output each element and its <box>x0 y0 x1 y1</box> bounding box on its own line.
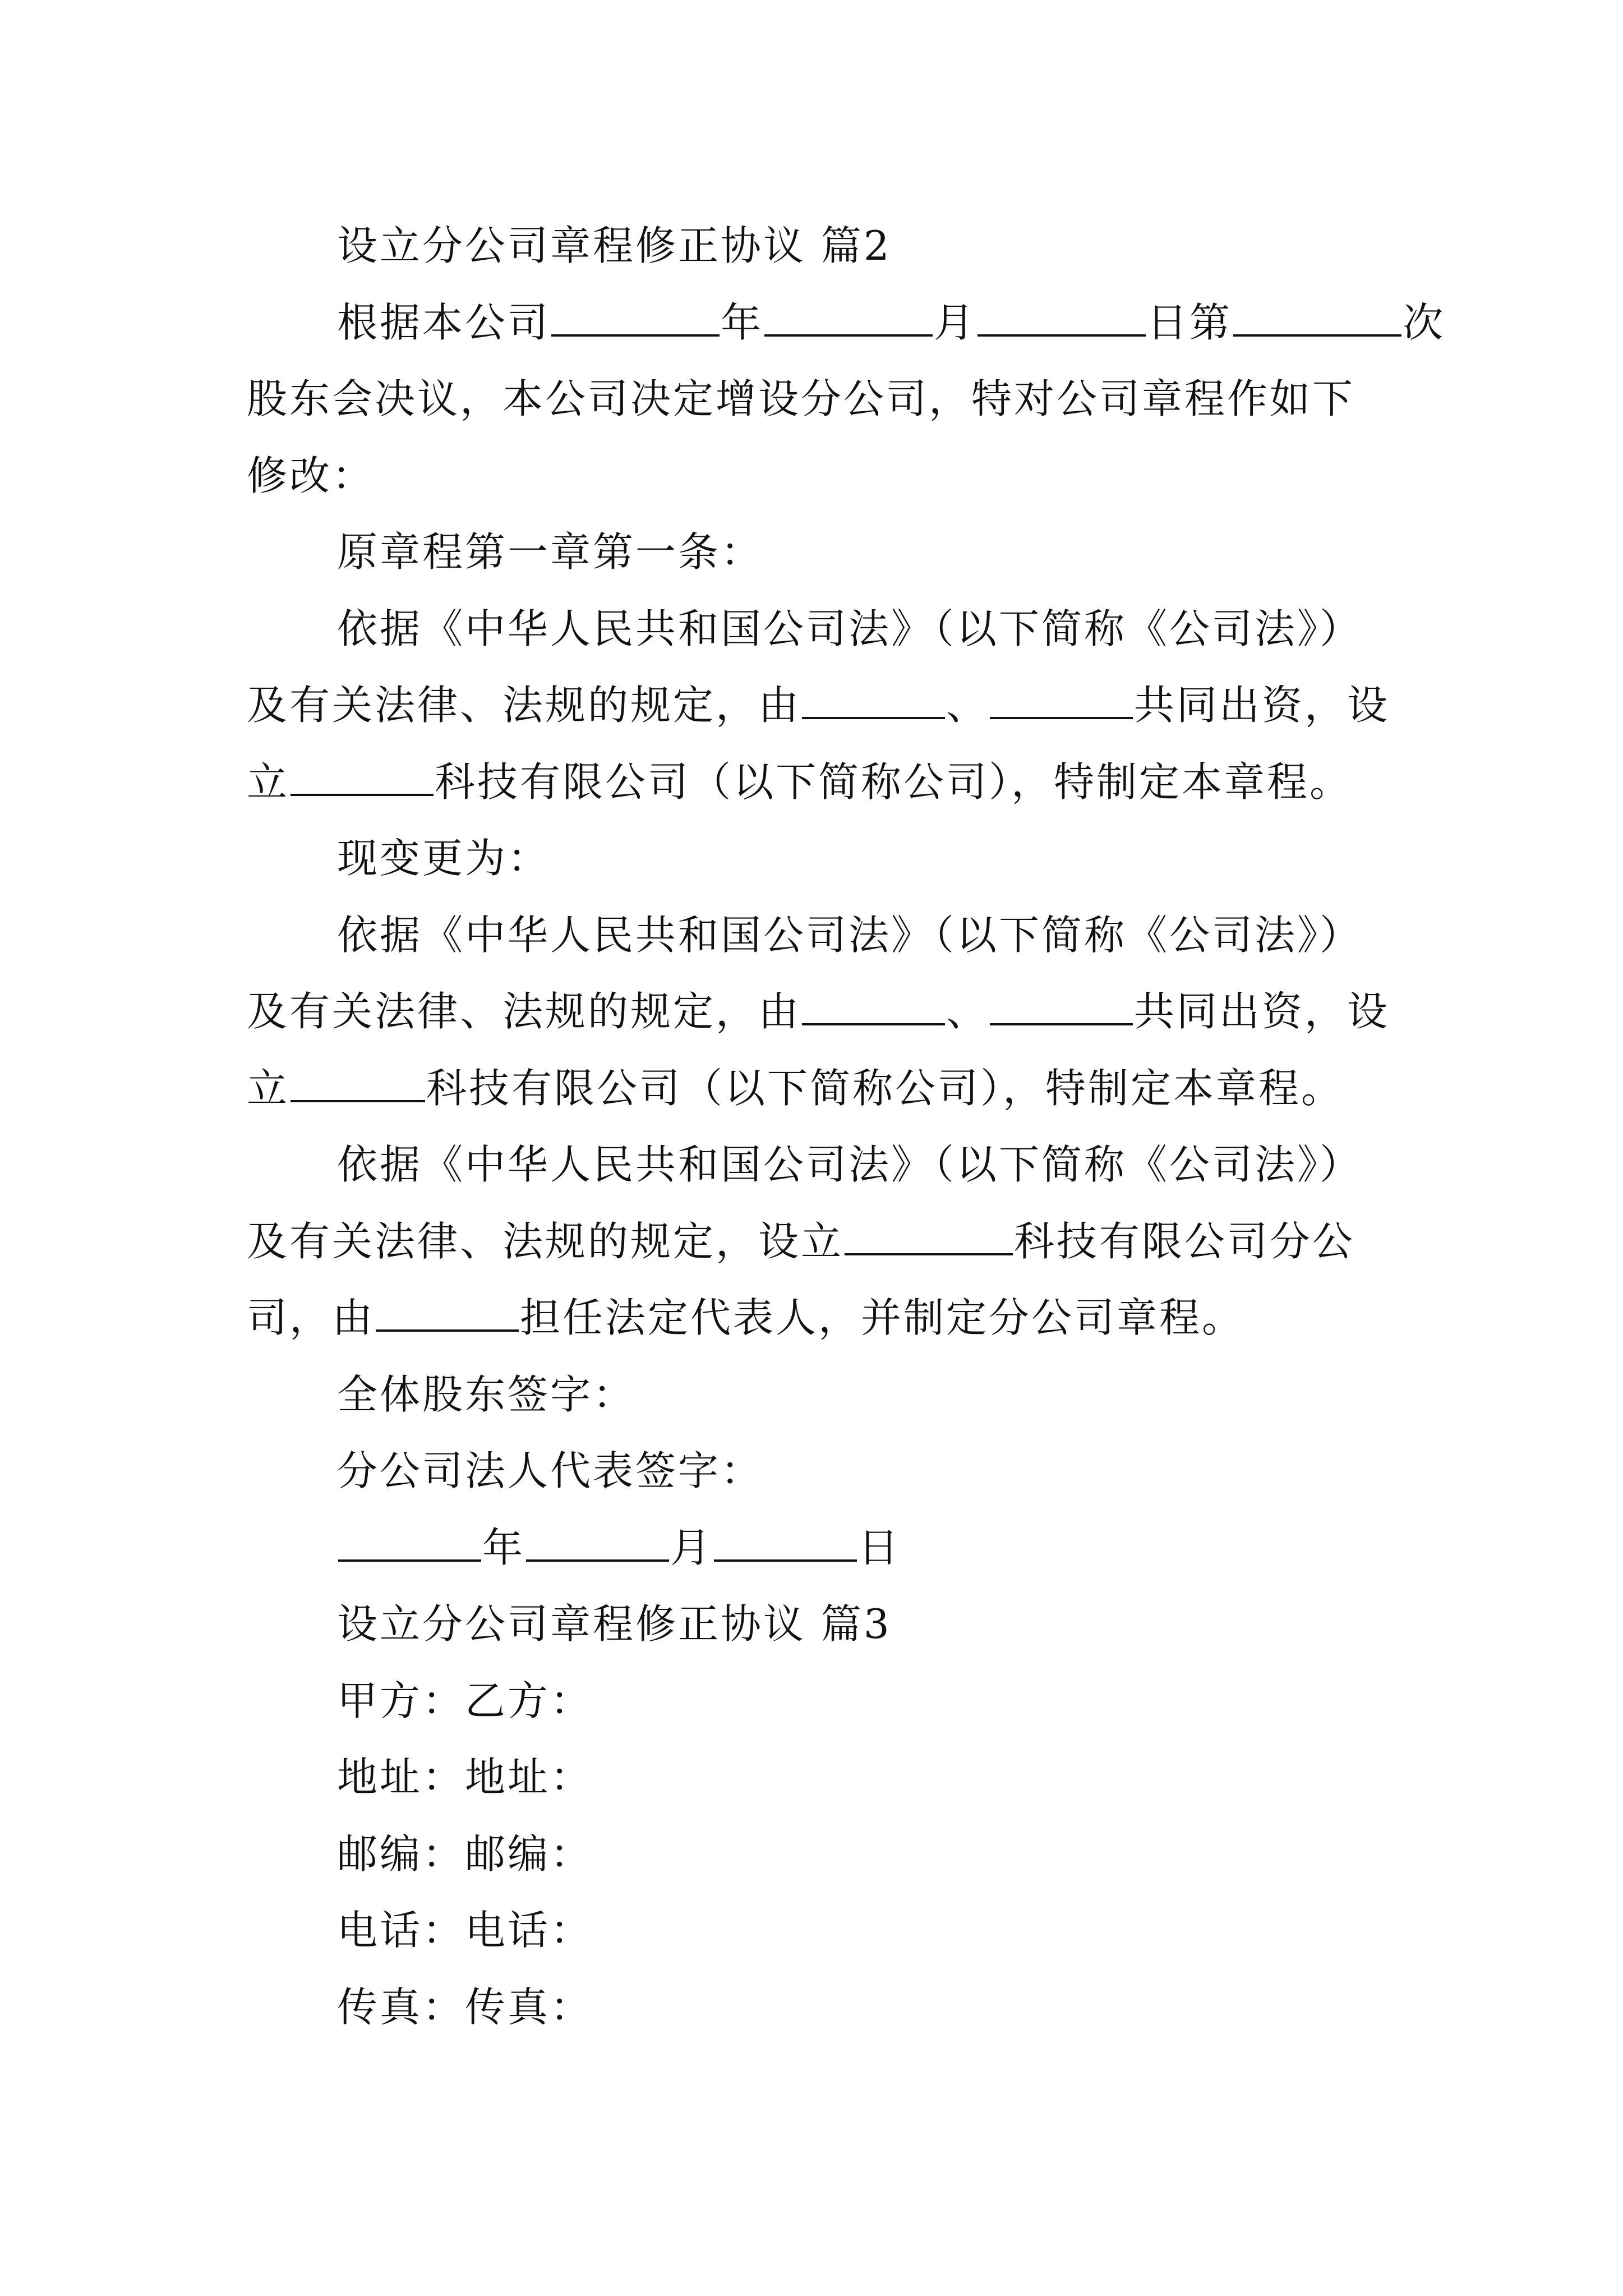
paragraph-line <box>247 820 1402 897</box>
text-fragment: 及有关法律、法规的规定，由 <box>247 988 801 1035</box>
paragraph-line <box>247 514 1402 591</box>
paragraph-line <box>247 1126 1402 1203</box>
text-fragment: 日第 <box>1147 298 1233 346</box>
text-fragment: 共同出资，设 <box>1134 682 1390 729</box>
text-fragment: 根据本公司 <box>337 298 551 346</box>
text-fragment: 、 <box>946 682 989 729</box>
fill-blank <box>291 761 434 796</box>
text-fragment: 科技有限公司（以下简称公司），特制定本章程。 <box>435 758 1353 806</box>
fill-blank <box>291 1068 425 1102</box>
fill-blank <box>376 1297 519 1332</box>
text-fragment: 现变更为： <box>337 835 551 882</box>
text-fragment: 传真： <box>337 1983 465 2031</box>
fill-blank <box>714 1527 857 1562</box>
heading-text: 设立分公司章程修正协议 篇2 <box>337 222 892 269</box>
paragraph-line <box>247 361 1402 438</box>
section-heading <box>247 1586 1402 1663</box>
text-fragment: 电话： <box>337 1907 465 1954</box>
fill-blank <box>990 684 1133 719</box>
text-fragment: 科技有限公司分公 <box>1014 1217 1355 1265</box>
paragraph-line <box>247 1280 1402 1356</box>
party-line <box>247 1892 1402 1969</box>
paragraph-line <box>247 1203 1402 1280</box>
date-line <box>247 1510 1402 1586</box>
text-fragment: 修改： <box>247 452 375 499</box>
text-fragment: 年 <box>482 1524 525 1571</box>
signature-line <box>247 1356 1402 1433</box>
fill-blank <box>1233 302 1401 337</box>
fill-blank <box>338 1527 481 1562</box>
paragraph-line <box>247 1050 1402 1127</box>
text-fragment: 担任法定代表人，并制定分公司章程。 <box>520 1294 1245 1341</box>
paragraph-line <box>247 897 1402 974</box>
fill-blank <box>551 302 720 337</box>
paragraph-line <box>247 973 1402 1050</box>
party-line <box>247 1739 1402 1816</box>
fill-blank <box>526 1527 669 1562</box>
paragraph-line <box>247 438 1402 514</box>
text-fragment: 立 <box>247 1064 290 1112</box>
text-fragment: 股东会决议，本公司决定增设分公司，特对公司章程作如下 <box>247 375 1355 422</box>
text-fragment: 及有关法律、法规的规定，由 <box>247 682 801 729</box>
text-fragment: 月 <box>670 1524 713 1571</box>
text-fragment: 月 <box>934 298 977 346</box>
text-fragment: 全体股东签字： <box>337 1370 636 1418</box>
text-fragment: 邮编： <box>337 1830 465 1878</box>
text-fragment: 年 <box>721 298 764 346</box>
fill-blank <box>802 991 945 1025</box>
text-fragment: 甲方： <box>337 1677 465 1724</box>
text-fragment: 司，由 <box>247 1294 375 1341</box>
text-fragment: 乙方： <box>465 1677 593 1724</box>
text-fragment: 邮编： <box>465 1830 593 1878</box>
text-fragment: 依据《中华人民共和国公司法》（以下简称《公司法》） <box>337 911 1363 959</box>
paragraph-line <box>247 284 1446 361</box>
signature-line <box>247 1433 1402 1510</box>
section-heading <box>247 208 1402 284</box>
text-fragment: 、 <box>946 988 989 1035</box>
paragraph-line <box>247 744 1402 821</box>
party-line <box>247 1969 1402 2046</box>
fill-blank <box>990 991 1133 1025</box>
text-fragment: 共同出资，设 <box>1134 988 1390 1035</box>
text-fragment: 原章程第一章第一条： <box>337 528 764 576</box>
document-body <box>247 208 1446 2045</box>
text-fragment: 电话： <box>465 1907 593 1954</box>
text-fragment: 依据《中华人民共和国公司法》（以下简称《公司法》） <box>337 1141 1363 1188</box>
fill-blank <box>978 302 1146 337</box>
paragraph-line <box>247 667 1402 744</box>
text-fragment: 地址： <box>465 1754 593 1801</box>
fill-blank <box>802 684 945 719</box>
text-fragment: 传真： <box>465 1983 593 2031</box>
text-fragment: 立 <box>247 758 290 806</box>
text-fragment: 科技有限公司（以下简称公司），特制定本章程。 <box>426 1064 1344 1112</box>
text-fragment: 地址： <box>337 1754 465 1801</box>
party-line <box>247 1816 1402 1893</box>
text-fragment: 及有关法律、法规的规定，设立 <box>247 1217 844 1265</box>
text-fragment: 日 <box>858 1524 901 1571</box>
text-fragment: 依据《中华人民共和国公司法》（以下简称《公司法》） <box>337 605 1363 652</box>
fill-blank <box>845 1221 1013 1255</box>
paragraph-line <box>247 591 1402 668</box>
text-fragment: 分公司法人代表签字： <box>337 1447 764 1494</box>
fill-blank <box>764 302 933 337</box>
heading-text: 设立分公司章程修正协议 篇3 <box>337 1600 892 1648</box>
party-line <box>247 1663 1402 1740</box>
text-fragment: 次 <box>1403 298 1446 346</box>
